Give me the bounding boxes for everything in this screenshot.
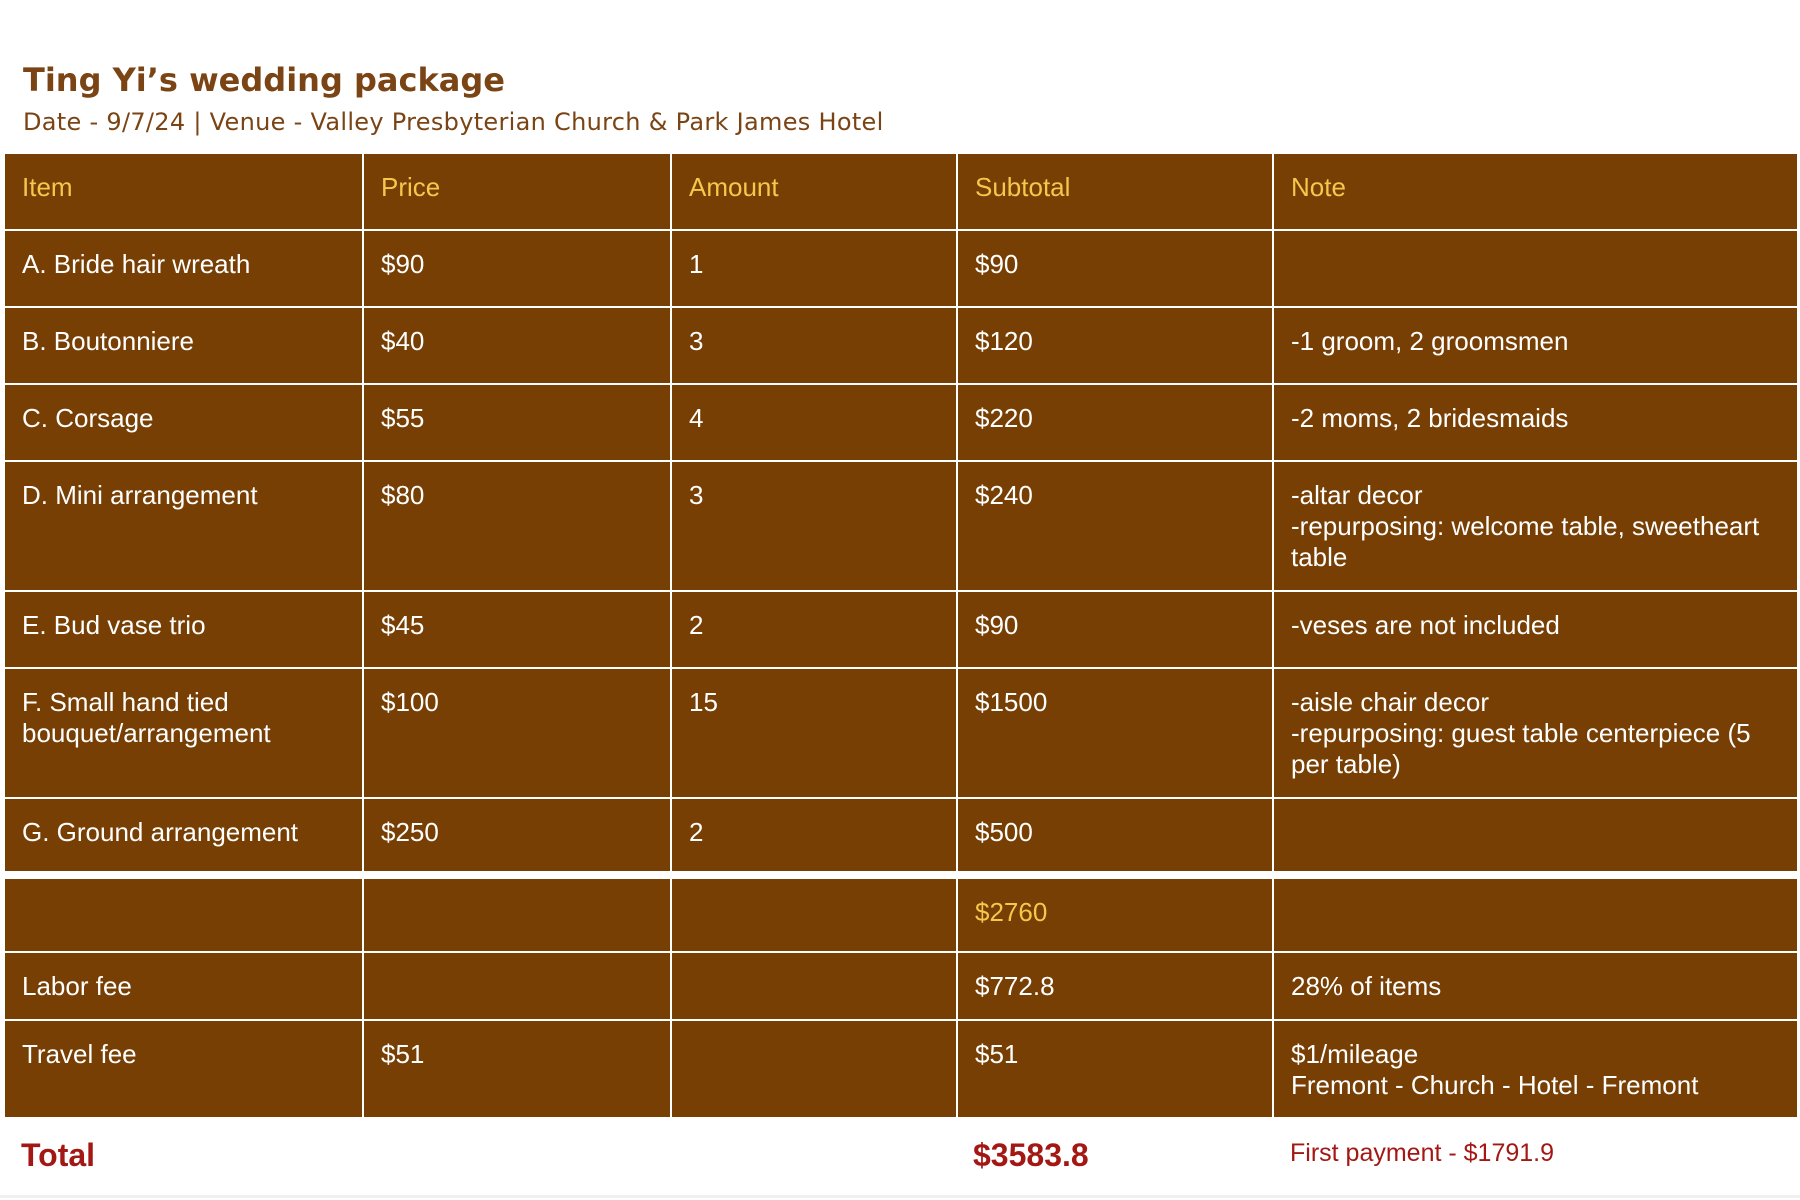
table-row	[4, 798, 1798, 875]
table-row	[4, 668, 1798, 798]
price-cell: $45	[363, 591, 671, 668]
note-cell: -aisle chair decor -repurposing: guest table centerpiece (5 per table)	[1273, 668, 1798, 798]
total-label: Total	[21, 1137, 96, 1173]
amount-cell: 2	[671, 591, 957, 668]
amount-cell: 3	[671, 307, 957, 384]
price-cell	[363, 952, 671, 1020]
labor-fee-row	[4, 952, 1798, 1020]
item-cell: E. Bud vase trio	[4, 591, 363, 668]
column-header-price: Price	[363, 153, 671, 230]
total-value: $3583.8	[973, 1137, 1089, 1173]
travel-fee-row	[4, 1020, 1798, 1118]
note-cell	[1273, 798, 1798, 875]
items-subtotal-row	[4, 875, 1798, 952]
amount-cell: 3	[671, 461, 957, 591]
subtotal-cell: $500	[957, 798, 1273, 875]
table-row	[4, 461, 1798, 591]
amount-cell: 4	[671, 384, 957, 461]
empty-cell	[4, 875, 363, 952]
subtotal-cell: $220	[957, 384, 1273, 461]
subtotal-cell: $90	[957, 230, 1273, 307]
note-cell: -1 groom, 2 groomsmen	[1273, 307, 1798, 384]
subtotal-cell: $51	[957, 1020, 1273, 1118]
price-cell: $100	[363, 668, 671, 798]
item-cell: C. Corsage	[4, 384, 363, 461]
amount-cell	[671, 1020, 957, 1118]
amount-cell: 15	[671, 668, 957, 798]
item-cell: B. Boutonniere	[4, 307, 363, 384]
note-cell: 28% of items	[1273, 952, 1798, 1020]
table-row	[4, 591, 1798, 668]
amount-cell: 1	[671, 230, 957, 307]
price-cell: $55	[363, 384, 671, 461]
item-cell: D. Mini arrangement	[4, 461, 363, 591]
price-cell: $90	[363, 230, 671, 307]
column-header-item: Item	[4, 153, 363, 230]
price-cell: $40	[363, 307, 671, 384]
table-row	[4, 230, 1798, 307]
first-payment-text: First payment - $1791.9	[1290, 1139, 1555, 1167]
amount-cell	[671, 952, 957, 1020]
document-header	[23, 56, 884, 140]
item-cell: F. Small hand tied bouquet/arrangement	[4, 668, 363, 798]
item-cell: Travel fee	[4, 1020, 363, 1118]
empty-cell	[671, 875, 957, 952]
price-cell: $80	[363, 461, 671, 591]
page-title: Ting Yi’s wedding package	[23, 61, 505, 99]
note-cell: -2 moms, 2 bridesmaids	[1273, 384, 1798, 461]
item-cell: Labor fee	[4, 952, 363, 1020]
subtotal-cell: $120	[957, 307, 1273, 384]
page-subtitle: Date - 9/7/24 | Venue - Valley Presbyterian Church & Park James Hotel	[23, 108, 884, 136]
column-header-subtotal: Subtotal	[957, 153, 1273, 230]
totals-footer	[0, 1133, 1800, 1183]
empty-cell	[1273, 875, 1798, 952]
subtotal-cell: $90	[957, 591, 1273, 668]
subtotal-cell: $772.8	[957, 952, 1273, 1020]
table-row	[4, 307, 1798, 384]
price-cell: $51	[363, 1020, 671, 1118]
column-header-note: Note	[1273, 153, 1798, 230]
amount-cell: 2	[671, 798, 957, 875]
empty-cell	[363, 875, 671, 952]
items-subtotal-value: $2760	[957, 875, 1273, 952]
note-cell: -altar decor -repurposing: welcome table, sweetheart table	[1273, 461, 1798, 591]
note-cell: $1/mileage Fremont - Church - Hotel - Fremont	[1273, 1020, 1798, 1118]
package-table	[3, 152, 1799, 1119]
column-header-amount: Amount	[671, 153, 957, 230]
table-row	[4, 384, 1798, 461]
table-header-row	[4, 153, 1798, 230]
subtotal-cell: $1500	[957, 668, 1273, 798]
item-cell: G. Ground arrangement	[4, 798, 363, 875]
divider	[0, 1195, 1800, 1198]
note-cell	[1273, 230, 1798, 307]
price-cell: $250	[363, 798, 671, 875]
item-cell: A. Bride hair wreath	[4, 230, 363, 307]
note-cell: -veses are not included	[1273, 591, 1798, 668]
subtotal-cell: $240	[957, 461, 1273, 591]
